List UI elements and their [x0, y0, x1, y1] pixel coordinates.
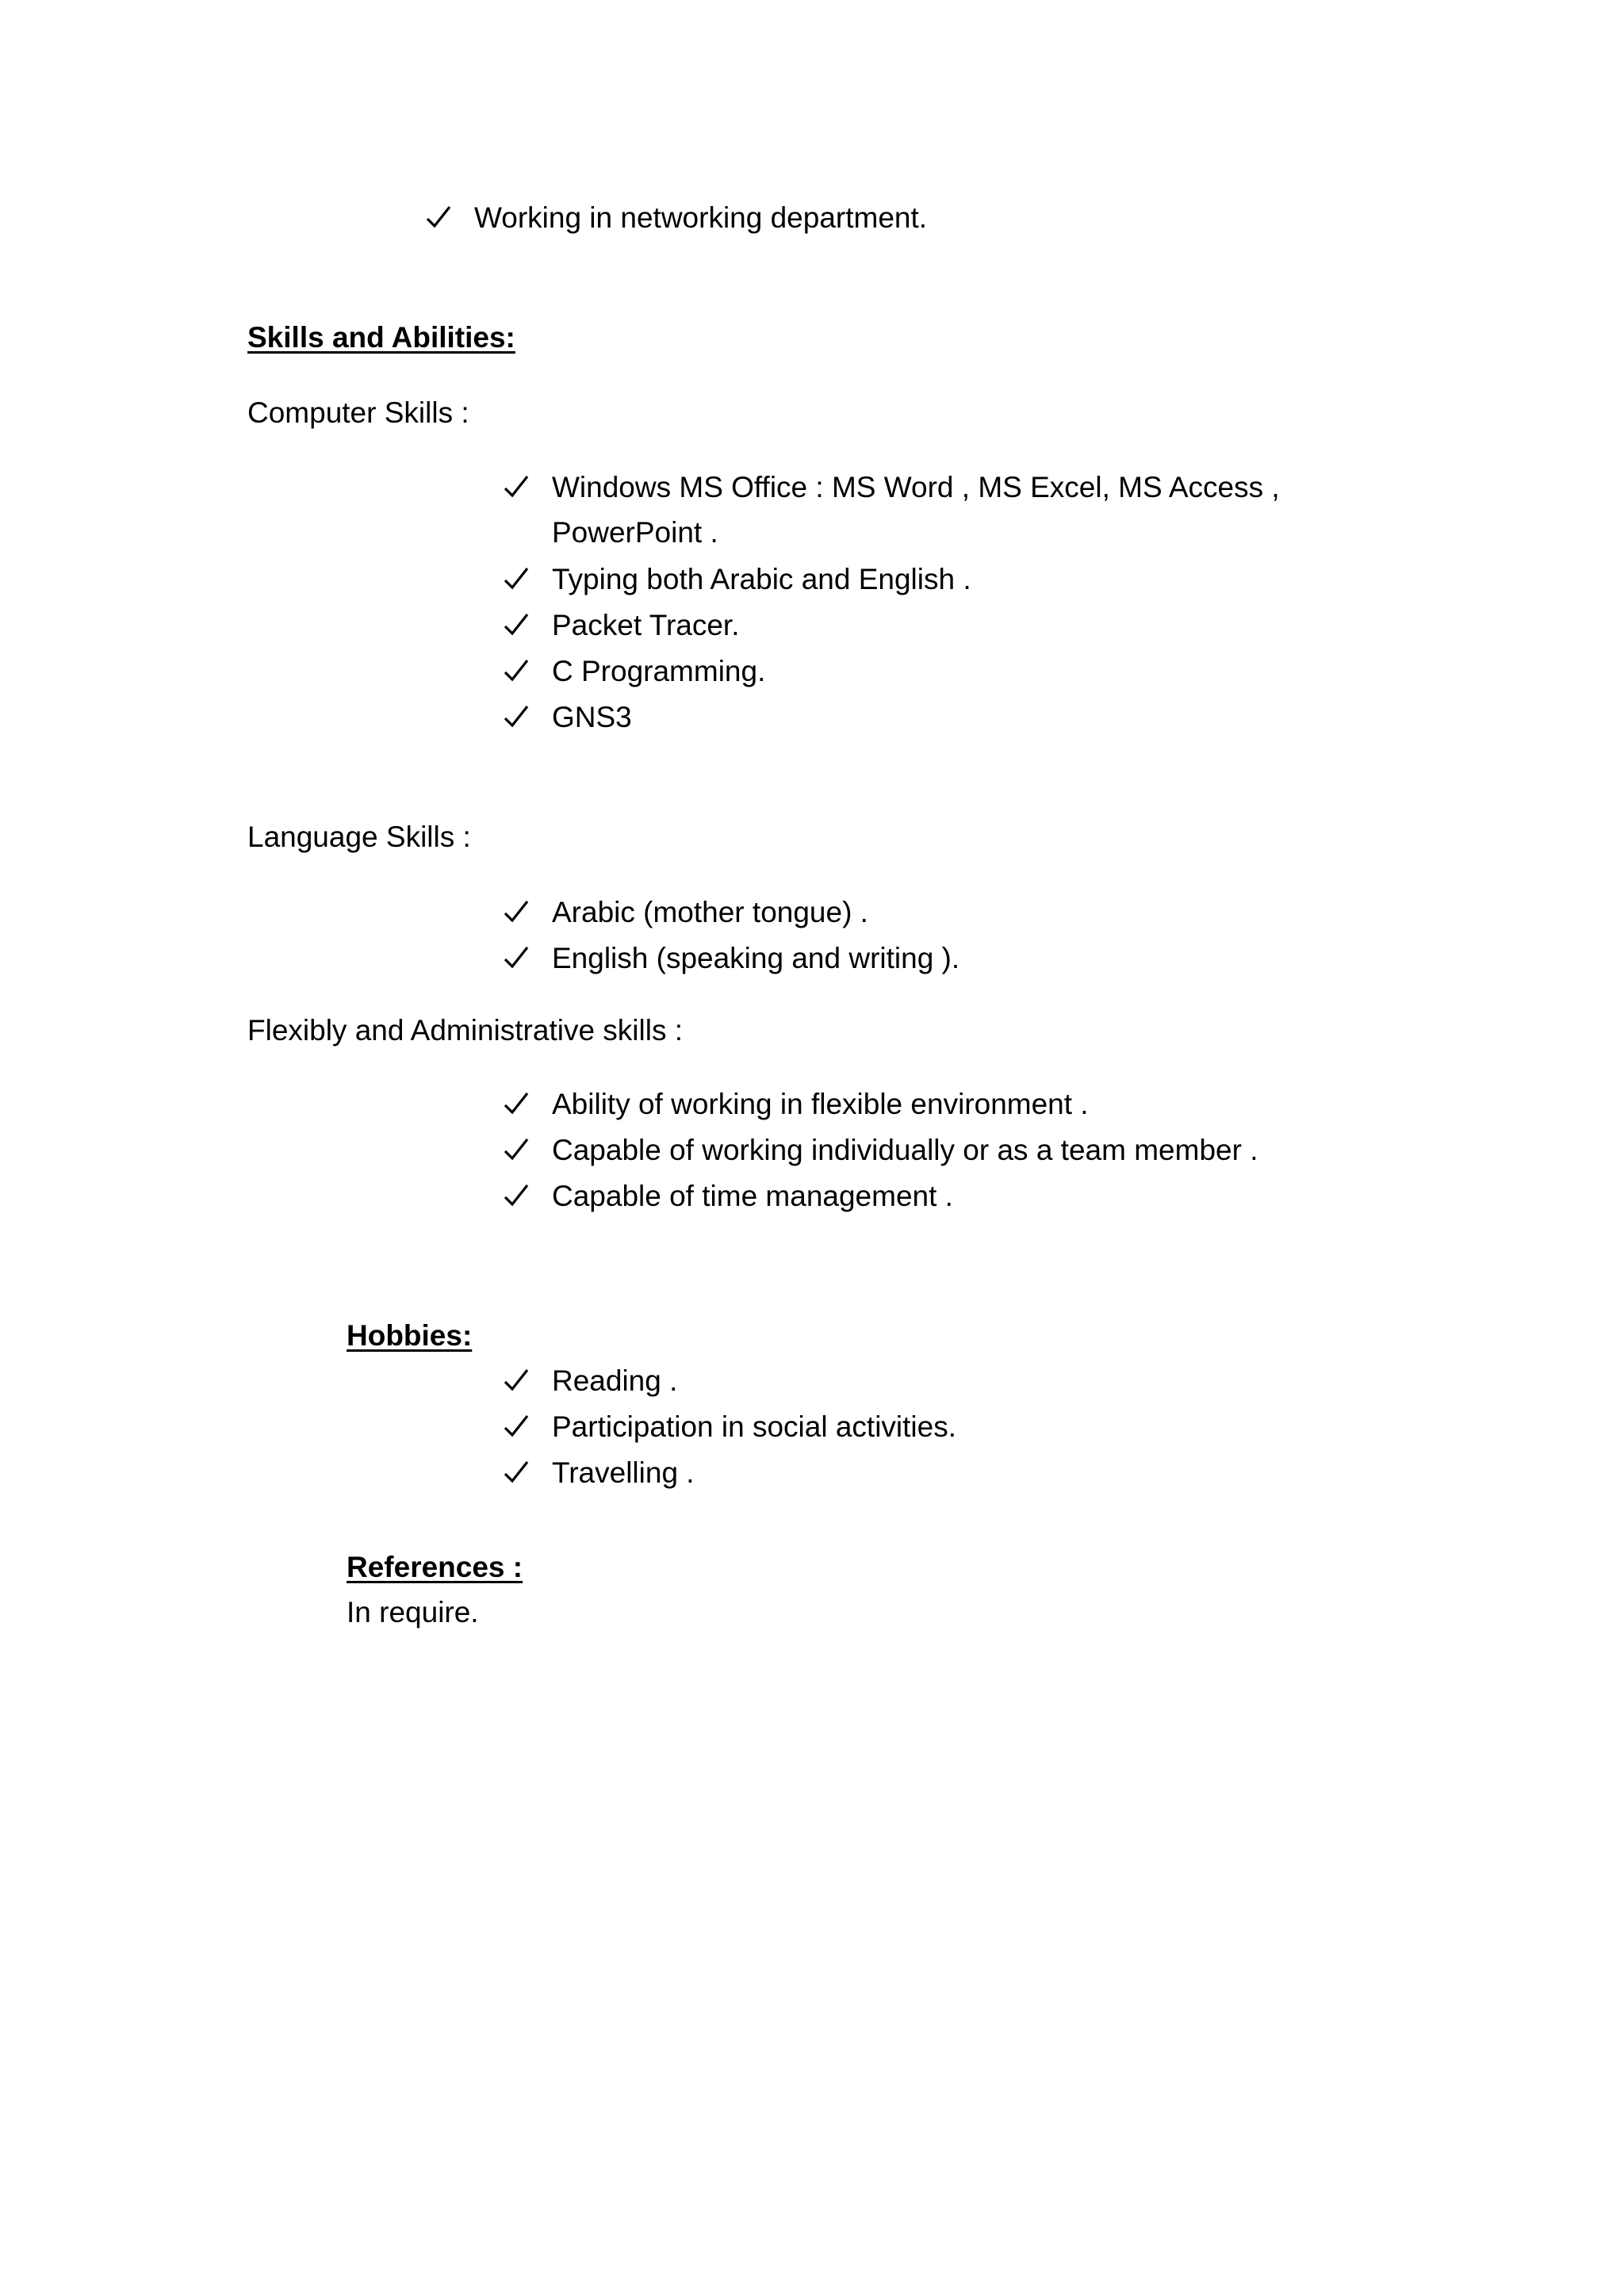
computer-skill-item-continuation: PowerPoint .: [552, 516, 718, 549]
administrative-skill-item: Capable of working individually or as a team member .: [552, 1134, 1258, 1166]
checkmark-icon: [503, 565, 530, 592]
intro-list-item: Working in networking department.: [474, 201, 928, 234]
hobby-item: Participation in social activities.: [552, 1410, 956, 1443]
checkmark-icon: [503, 611, 530, 638]
checkmark-icon: [503, 1367, 530, 1394]
hobby-item: Travelling .: [552, 1456, 695, 1489]
computer-skill-item: Windows MS Office : MS Word , MS Excel, MS Access ,: [552, 471, 1280, 503]
administrative-skill-item: Capable of time management .: [552, 1180, 953, 1212]
computer-skill-item: Packet Tracer.: [552, 609, 740, 641]
checkmark-icon: [503, 657, 530, 684]
computer-skill-item: GNS3: [552, 701, 632, 733]
checkmark-icon: [503, 1413, 530, 1440]
language-skill-item: English (speaking and writing ).: [552, 942, 960, 974]
hobby-item: Reading .: [552, 1364, 678, 1397]
language-skills-label: Language Skills :: [247, 821, 471, 853]
checkmark-icon: [503, 703, 530, 730]
computer-skill-item: Typing both Arabic and English .: [552, 563, 971, 595]
computer-skill-item: C Programming.: [552, 655, 766, 687]
references-text: In require.: [347, 1596, 479, 1628]
checkmark-icon: [503, 1459, 530, 1486]
administrative-skill-item: Ability of working in flexible environment .: [552, 1088, 1089, 1120]
checkmark-icon: [503, 1090, 530, 1117]
language-skill-item: Arabic (mother tongue) .: [552, 896, 868, 928]
checkmark-icon: [503, 1136, 530, 1163]
skills-heading: Skills and Abilities:: [247, 321, 515, 354]
hobbies-heading: Hobbies:: [347, 1319, 473, 1352]
checkmark-icon: [503, 898, 530, 925]
checkmark-icon: [503, 944, 530, 971]
checkmark-icon: [503, 473, 530, 500]
computer-skills-label: Computer Skills :: [247, 396, 469, 429]
checkmark-icon: [425, 204, 452, 231]
checkmark-icon: [503, 1182, 530, 1209]
references-heading: References :: [347, 1551, 523, 1583]
administrative-skills-label: Flexibly and Administrative skills :: [247, 1014, 684, 1047]
